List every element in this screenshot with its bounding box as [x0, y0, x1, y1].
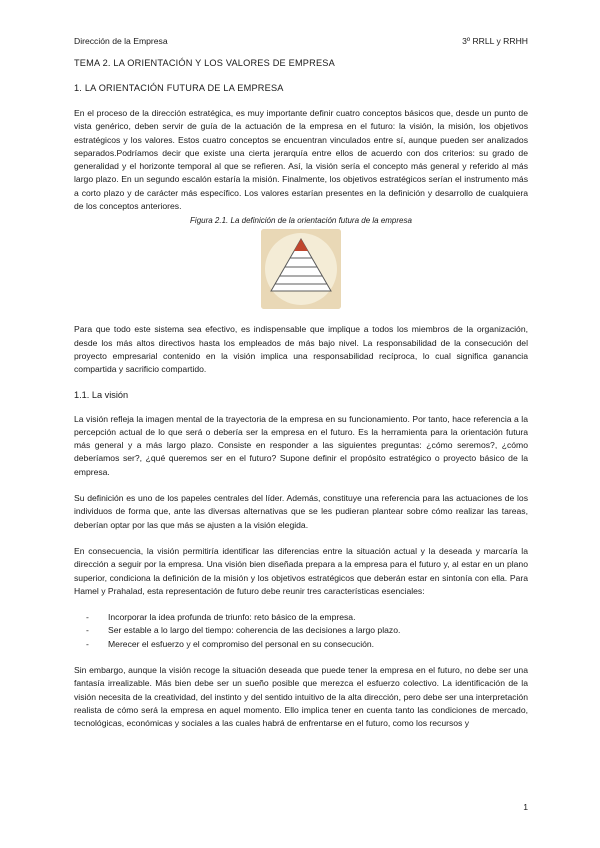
pyramid-figure [261, 229, 341, 309]
figure-container [74, 229, 528, 309]
list-item [86, 624, 528, 637]
header-right: 3º RRLL y RRHH [462, 36, 528, 46]
chapter-title: TEMA 2. LA ORIENTACIÓN Y LOS VALORES DE EMPRESA [74, 58, 335, 68]
bullet-dash: - [86, 638, 89, 649]
paragraph-vision-3: En consecuencia, la visión permitiría identificar las diferencias entre la situación actual y la deseada y marcaría la dirección a seguir por la empresa. Una visión bien diseñada prepara a la empresa para el futuro y, al estar en un plano superior, condiciona la definición de la misión y los objetivos estratégicos que deberán estar en sintonía con ella. Para Hamel y Prahalad, esta representación de futuro debe reunir tres características esenciales: [74, 545, 528, 596]
list-item-text: Merecer el esfuerzo y el compromiso del personal en su consecución. [108, 638, 375, 649]
header-left: Dirección de la Empresa [74, 36, 168, 46]
page-number: 1 [523, 802, 528, 812]
list-item [86, 611, 528, 624]
paragraph-vision-4: Sin embargo, aunque la visión recoge la situación deseada que puede tener la empresa en el futuro, no debe ser una fantasía irrealizable. Más bien debe ser un sueño posible que merezca el esfuerzo colectivo. La identificación de la visión necesita de la creatividad, del instinto y del sentido intuitivo de la alta dirección, pero debe ser una interpretación realista de cómo será la empresa en aquel momento. Ello implica tener en cuenta tanto las condiciones de mercado, tecnológicas, económicas y sociales a las cuales habrá de enfrentarse en el futuro, como los recursos y [74, 665, 528, 729]
paragraph-intro: En el proceso de la dirección estratégica, es muy importante definir cuatro conceptos básicos que, desde un punto de vista genérico, deben servir de guía de la actuación de la empresa en el futuro: la visión, la misión, los objetivos estratégicos y los valores. Estos cuatro conceptos se encuentran vinculados entre sí, aunque pueden ser analizados separados.Podríamos decir que existe una cierta jerarquía entre ellos de acuerdo con dos criterios: su grado de generalidad y el horizonte temporal al que se refieren. Así, la visión sería el concepto más general y referido al más largo plazo. En un segundo escalón estaría la misión. Finalmente, los objetivos estratégicos serían el instrumento más a corto plazo y de carácter más específico. Los valores estarían presentes en la definición y desarrollo de cualquiera de los conceptos anteriores. [74, 108, 528, 212]
figure-caption: Figura 2.1. La definición de la orientación futura de la empresa [190, 216, 412, 226]
bullet-dash: - [86, 612, 89, 623]
bullet-dash: - [86, 625, 89, 636]
section-heading-1: 1. LA ORIENTACIÓN FUTURA DE LA EMPRESA [74, 83, 284, 93]
pyramid-illustration [261, 229, 341, 309]
paragraph-vision-1: La visión refleja la imagen mental de la trayectoria de la empresa en su funcionamiento. Por tanto, hace referencia a la percepción actual de lo que será o debería ser la empresa en el futuro. Es la herramienta para la orientación futura más general y a más largo plazo. Consiste en responder a las siguientes preguntas: ¿cómo seremos?, ¿cómo deberíamos ser?, ¿qué queremos ser en el futuro? Supone definir el propósito estratégico o proyecto básico de la empresa. [74, 413, 528, 477]
list-item-text: Incorporar la idea profunda de triunfo: reto básico de la empresa. [108, 612, 356, 623]
characteristics-list [74, 611, 528, 651]
section-heading-1-1: 1.1. La visión [74, 389, 129, 400]
list-item [86, 638, 528, 651]
paragraph-vision-2: Su definición es uno de los papeles centrales del líder. Además, constituye una referencia para las actuaciones de los individuos de forma que, ante las diversas alternativas que se les pudieran plantear sobre cómo realizar las tareas, deberían optar por las que más se ajusten a la visión elegida. [74, 493, 528, 530]
list-item-text: Ser estable a lo largo del tiempo: coherencia de las decisiones a largo plazo. [108, 625, 401, 636]
paragraph-system: Para que todo este sistema sea efectivo, es indispensable que implique a todos los miembros de la organización, desde los más altos directivos hasta los empleados de más bajo nivel. La responsabilidad de la consecución del proyecto empresarial contenido en la visión implica una responsabilidad recíproca, lo cual significa ganancia compartida y sacrificio compartido. [74, 324, 528, 375]
page-content [74, 58, 528, 731]
